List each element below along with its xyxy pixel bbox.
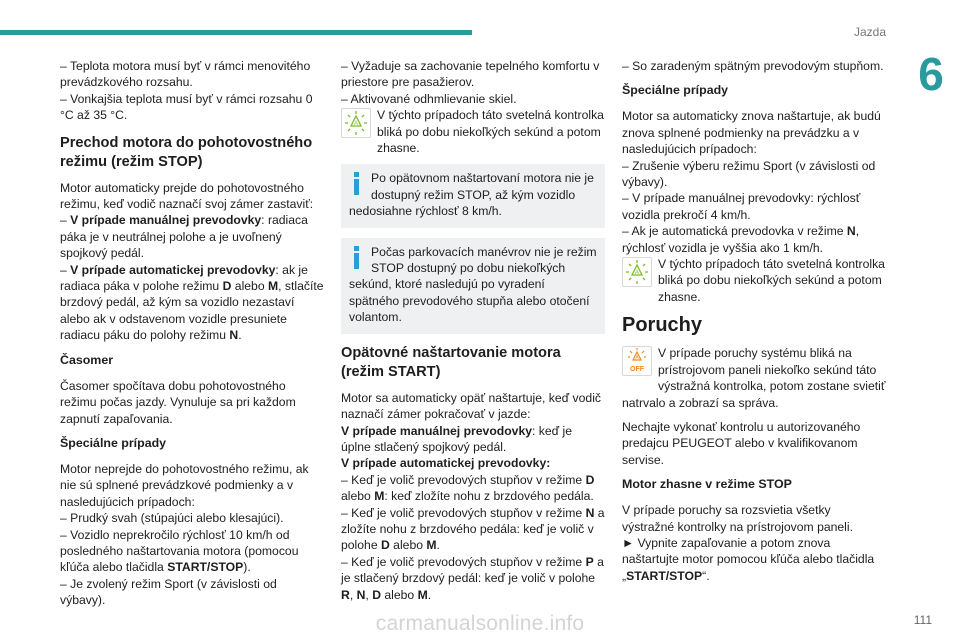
- condition-engine-temp: – Teplota motora musí byť v rámci menovitého prevádzkového rozsahu.: [60, 59, 311, 90]
- chapter-number: 6: [902, 44, 960, 104]
- column-3: [622, 58, 886, 584]
- special-item-slope: – Prudký svah (stúpajúci alebo klesajúci).: [60, 511, 284, 526]
- timer-text: Časomer spočítava dobu pohotovostného režimu počas jazdy. Vynuluje sa pri každom zapnutí zapaľovania.: [60, 378, 296, 426]
- svg-text:A: A: [353, 121, 359, 128]
- stop-start-off-orange-lamp-icon: [622, 346, 652, 376]
- stall-text: V prípade poruchy sa rozsvietia všetky výstražné kontrolky na prístrojovom paneli.: [622, 503, 853, 534]
- start-auto-item-n: – Keď je volič prevodových stupňov v režime N a zložíte nohu z brzdového pedála: keď je volič v polohe D alebo M.: [341, 505, 605, 553]
- svg-text:A: A: [635, 355, 639, 362]
- page-number: 111: [913, 612, 932, 627]
- start-auto-item-d-m: – Keď je volič prevodových stupňov v režime D alebo M: keď zložíte nohu z brzdového pedála.: [341, 472, 595, 504]
- svg-text:A: A: [634, 270, 640, 277]
- special-start-intro: Motor sa automaticky znova naštartuje, ak budú znova splnené podmienky na prevádzku a v nasledujúcich prípadoch:: [622, 109, 881, 157]
- stop-start-lamp-para: [341, 107, 605, 156]
- stop-manual-item: – V prípade manuálnej prevodovky: radiaca páka je v neutrálnej polohe a je uvoľnený spojkový pedál.: [60, 213, 308, 261]
- special-start-manual: – V prípade manuálnej prevodovky: rýchlosť vozidla prekročí 4 km/h.: [622, 191, 861, 222]
- condition-thermal-comfort: – Vyžaduje sa zachovanie tepelného komfortu v priestore pre pasažierov.: [341, 59, 600, 90]
- stop-intro: Motor automaticky prejde do pohotovostného režimu, keď vodič naznačí svoj zámer zastaviť:: [60, 180, 314, 212]
- start-intro: Motor sa automaticky opäť naštartuje, keď vodič naznačí zámer pokračovať v jazde:: [341, 390, 601, 422]
- special-item-sport: – Je zvolený režim Sport (v závislosti od výbavy).: [60, 576, 277, 608]
- special-item-speed: – Vozidlo neprekročilo rýchlosť 10 km/h od posledného naštartovania motora (pomocou kľúča alebo tlačidla START/STOP).: [60, 527, 299, 575]
- info-note-restart: [341, 164, 605, 227]
- start-auto-item-p: – Keď je volič prevodových stupňov v režime P a je stlačený brzdový pedál: keď je volič v polohe R, N, D alebo M.: [341, 554, 604, 602]
- heading-special-cases: Špeciálne prípady: [60, 435, 167, 450]
- condition-reverse-gear: – So zaradeným spätným prevodovým stupňom.: [622, 59, 884, 73]
- start-auto-heading: V prípade automatickej prevodovky:: [341, 456, 551, 471]
- condition-outside-temp: – Vonkajšia teplota musí byť v rámci rozsahu 0 °C až 35 °C.: [60, 91, 313, 123]
- start-manual-item: V prípade manuálnej prevodovky: keď je úplne stlačený spojkový pedál.: [341, 423, 573, 454]
- heading-engine-stalls: Motor zhasne v režime STOP: [622, 477, 792, 492]
- heading-timer: Časomer: [60, 352, 114, 367]
- info-icon: [349, 170, 365, 196]
- info-note-parking-text: Počas parkovacích manévrov nie je režim STOP dostupný po dobu niekoľkých sekúnd, ktoré nasledujú po vyradení spätného prevodového stupňa alebo otočení volantom.: [349, 244, 597, 325]
- stop-auto-item: – V prípade automatickej prevodovky: ak je radiaca páka v polohe režimu D alebo M, stlačíte brzdový pedál, až kým sa vozidlo nezastaví alebo ak v odstavenom vozidle presuniete radiacu páku do polohy režimu N.: [60, 262, 324, 343]
- info-icon: [349, 244, 365, 270]
- heading-stop-mode: Prechod motora do pohotovostného režimu (režim STOP): [60, 134, 313, 170]
- column-1: [60, 58, 324, 609]
- fault-text: V prípade poruchy systému bliká na prístrojovom paneli niekoľko sekúnd táto výstražná kontrolka, potom zostane svietiť natrvalo a zobrazí sa správa.: [622, 346, 886, 410]
- top-accent-bar: [0, 30, 472, 35]
- column-2: [341, 58, 605, 603]
- svg-text:OFF: OFF: [630, 366, 644, 374]
- stall-action: ► Vypnite zapaľovanie a potom znova naštartujte motor pomocou kľúča alebo tlačidla „START/STOP“.: [622, 535, 875, 583]
- stop-start-lamp-para-2: [622, 256, 886, 305]
- info-note-restart-text: Po opätovnom naštartovaní motora nie je dostupný režim STOP, až kým vozidlo nedosiahne rýchlosť 8 km/h.: [349, 171, 594, 219]
- lamp-text: V týchto prípadoch táto svetelná kontrolka bliká po dobu niekoľkých sekúnd a potom zhasne.: [377, 108, 604, 156]
- heading-start-mode: Opätovné naštartovanie motora (režim START): [341, 344, 561, 380]
- stop-start-green-lamp-icon: [622, 257, 652, 287]
- special-intro: Motor neprejde do pohotovostného režimu, ak nie sú splnené prevádzkové podmienky a v nasledujúcich prípadoch:: [60, 461, 309, 509]
- section-title: Jazda: [853, 25, 886, 39]
- watermark: carmanualsonline.info: [375, 611, 585, 635]
- heading-faults: Poruchy: [622, 314, 703, 337]
- info-note-parking: [341, 238, 605, 334]
- fault-service-text: Nechajte vykonať kontrolu u autorizovaného predajcu PEUGEOT alebo v kvalifikovanom servise.: [622, 419, 861, 467]
- heading-special-cases-start: Špeciálne prípady: [622, 83, 729, 98]
- special-start-sport: – Zrušenie výberu režimu Sport (v závislosti od výbavy).: [622, 158, 876, 190]
- lamp-text: V týchto prípadoch táto svetelná kontrolka bliká po dobu niekoľkých sekúnd a potom zhasne.: [658, 257, 885, 304]
- fault-lamp-para: [622, 345, 886, 411]
- condition-demisting: – Aktivované odhmlievanie skiel.: [341, 91, 517, 106]
- stop-start-green-lamp-icon: [341, 108, 371, 138]
- special-start-auto: – Ak je automatická prevodovka v režime N, rýchlosť vozidla je vyššia ako 1 km/h.: [622, 224, 860, 255]
